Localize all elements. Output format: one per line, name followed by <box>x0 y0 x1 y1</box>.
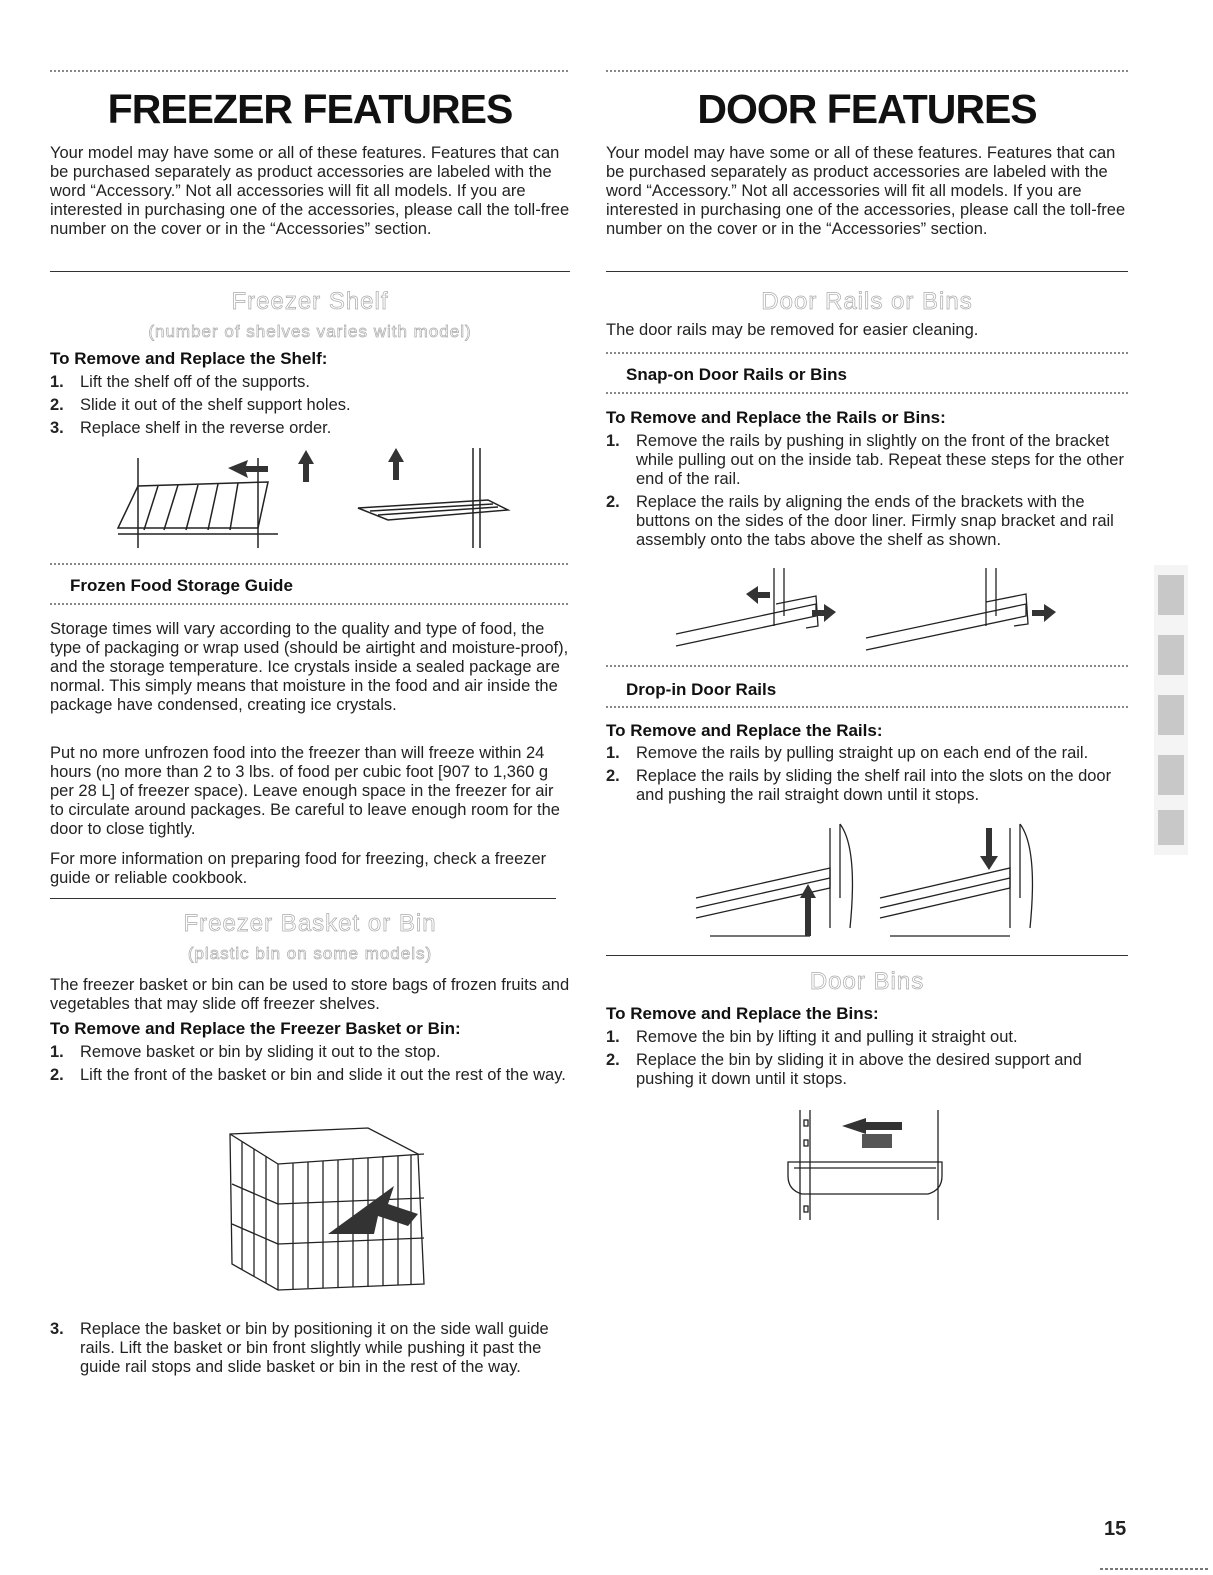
bottom-dotted-rule <box>1100 1568 1208 1570</box>
bins-steps <box>606 1028 1128 1093</box>
door-bin-illustration <box>782 1110 952 1220</box>
basket-illustration <box>218 1124 454 1294</box>
freezer-features-title: FREEZER FEATURES <box>107 86 513 132</box>
list-item: 2. Slide it out of the shelf support holes. <box>50 396 351 414</box>
top-dotted-rule <box>50 70 570 72</box>
door-rails-intro: The door rails may be removed for easier cleaning. <box>606 321 979 339</box>
shelf-steps <box>50 373 570 442</box>
freezer-intro: Your model may have some or all of these features. Features that can be purchased separately as product accessories are labeled with the word “Accessory.” Not all accessories will fit all models. If you are interested in purchasing one of the accessories, please call the toll-free number on the cover or in the “Accessories” section. <box>50 144 570 238</box>
snap-on-rails-title: Snap-on Door Rails or Bins <box>626 365 848 384</box>
snap-steps <box>606 432 1128 554</box>
basket-step-3 <box>50 1320 570 1381</box>
list-item: 1. Remove basket or bin by sliding it out to the stop. <box>50 1043 441 1061</box>
freezer-shelf-title: Freezer Shelf <box>231 288 389 315</box>
door-rails-title: Door Rails or Bins <box>761 288 973 315</box>
drop-in-steps <box>606 744 1128 809</box>
dotted-rule <box>606 706 1128 708</box>
dotted-rule <box>606 392 1128 394</box>
freezer-basket-title: Freezer Basket or Bin <box>183 910 437 937</box>
list-item: 1. Lift the shelf off of the supports. <box>50 373 310 391</box>
list-item: 3. Replace shelf in the reverse order. <box>50 419 332 437</box>
list-item: 2. Replace the rails by aligning the ends of the brackets with the buttons on the sides of the door liner. Firmly snap bracket and rail assembly onto the tabs above the shelf as shown. <box>606 493 1114 549</box>
guide-paragraph-1: Storage times will vary according to the quality and type of food, the type of packaging or wrap used (should be airtight and moisture-proof), and the storage temperature. Ice crystals inside a sealed package are normal. This simply means that moisture in the food and air inside the package have condensed, creating ice crystals. <box>50 620 569 714</box>
list-item: 1. Remove the bin by lifting it and pulling it straight out. <box>606 1028 1018 1046</box>
bins-remove-heading: To Remove and Replace the Bins: <box>606 1004 879 1023</box>
door-intro: Your model may have some or all of these features. Features that can be purchased separately as product accessories are labeled with the word “Accessory.” Not all accessories will fit all models. If you are interested in purchasing one of the accessories, please call the toll-free number on the cover or in the “Accessories” section. <box>606 144 1126 238</box>
list-item: 2. Replace the bin by sliding it in above the desired support and pushing it down until it stops. <box>606 1051 1082 1088</box>
side-tab-graphic <box>1150 565 1192 855</box>
list-item: 2. Lift the front of the basket or bin and slide it out the rest of the way. <box>50 1066 566 1084</box>
snap-remove-heading: To Remove and Replace the Rails or Bins: <box>606 408 946 427</box>
freezer-basket-subtitle: (plastic bin on some models) <box>187 944 433 963</box>
list-item: 2. Replace the rails by sliding the shelf rail into the slots on the door and pushing the rail straight down until it stops. <box>606 767 1112 804</box>
basket-intro: The freezer basket or bin can be used to store bags of frozen fruits and vegetables that may slide off freezer shelves. <box>50 976 570 1013</box>
guide-paragraph-2: Put no more unfrozen food into the freezer than will freeze within 24 hours (no more than 2 to 3 lbs. of food per cubic foot [907 to 1,360 g per 28 L] of freezer space). Leave enough space in the freezer for air to circulate around packages. Be careful to leave enough room for the door to close tightly. <box>50 744 560 838</box>
drop-in-remove-heading: To Remove and Replace the Rails: <box>606 721 883 740</box>
drop-in-rail-illustration <box>690 818 1050 942</box>
page-number: 15 <box>1104 1518 1127 1540</box>
top-dotted-rule <box>606 70 1128 72</box>
list-item: 1. Remove the rails by pulling straight up on each end of the rail. <box>606 744 1089 762</box>
dotted-rule <box>50 603 570 605</box>
door-bins-title: Door Bins <box>809 968 925 995</box>
dotted-rule <box>50 563 570 565</box>
door-features-title: DOOR FEATURES <box>697 86 1037 132</box>
basket-steps <box>50 1043 570 1089</box>
list-item: 1. Remove the rails by pushing in slightly on the front of the bracket while pulling out on the inside tab. Repeat these steps for the other end of the rail. <box>606 432 1124 488</box>
snap-on-rail-illustration <box>666 566 1076 654</box>
dotted-rule <box>606 665 1128 667</box>
shelf-illustration <box>108 448 528 552</box>
basket-remove-heading: To Remove and Replace the Freezer Basket or Bin: <box>50 1019 461 1038</box>
section-rule <box>50 898 556 899</box>
dotted-rule <box>606 352 1128 354</box>
section-rule <box>50 271 570 272</box>
freezer-shelf-subtitle: (number of shelves varies with model) <box>148 322 472 341</box>
guide-paragraph-3: For more information on preparing food for freezing, check a freezer guide or reliable cookbook. <box>50 850 547 887</box>
frozen-food-guide-title: Frozen Food Storage Guide <box>70 576 293 595</box>
drop-in-rails-title: Drop-in Door Rails <box>626 680 777 699</box>
list-item: 3. Replace the basket or bin by positioning it on the side wall guide rails. Lift the basket or bin front slightly while pushing it past the guide rail stops and slide basket or bin in the rest of the way. <box>50 1320 549 1376</box>
section-rule <box>606 955 1128 956</box>
shelf-remove-heading: To Remove and Replace the Shelf: <box>50 349 328 368</box>
section-rule <box>606 271 1128 272</box>
